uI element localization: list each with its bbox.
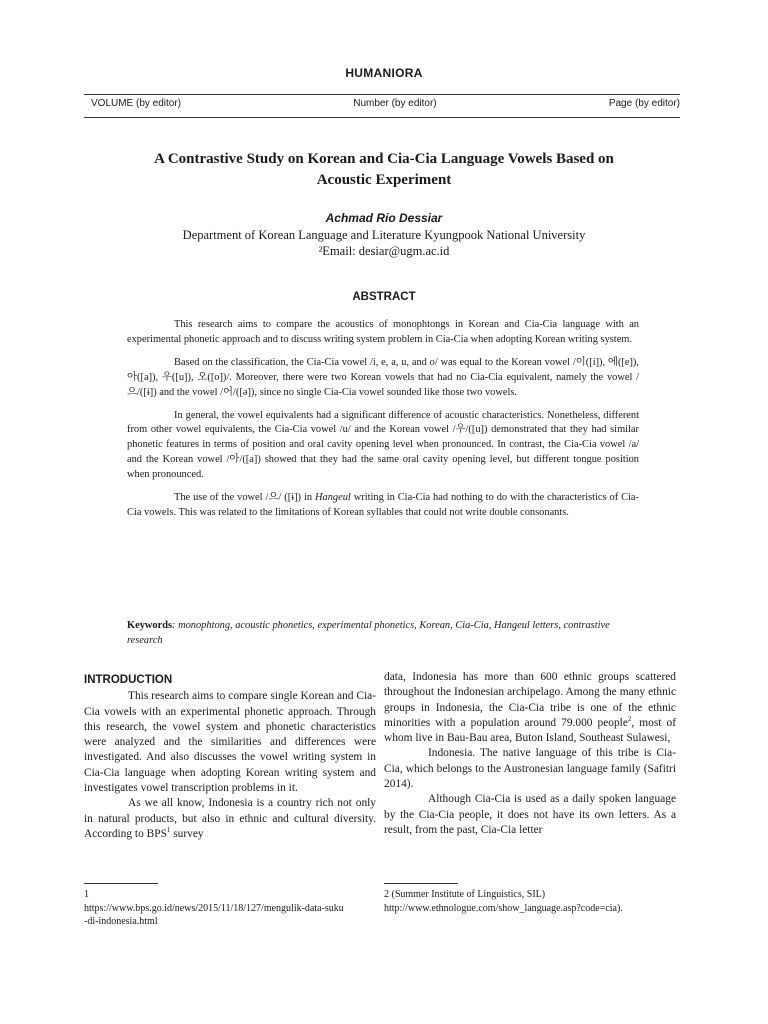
- volume-label: VOLUME (by editor): [91, 98, 182, 109]
- body-paragraph: Although Cia-Cia is used as a daily spoken language by the Cia-Cia people, it does not have its own letters. As a result, from the past, Cia-Cia letter: [384, 793, 676, 836]
- body-text: , most of whom live in Bau-Bau area, Buton Island, Southeast Sulawesi,: [384, 716, 676, 745]
- body-paragraph: This research aims to compare single Korean and Cia-Cia vowels with an experimental phonetic approach. Through this research, the vowel system and phonetic characteristics were analyzed and the similarities and differences were investigated. And also discusses the vowel writing system in Cia-Cia language when adopting Korean writing system and investigates vowel transcription problems in it.: [84, 690, 376, 795]
- keywords: [127, 618, 639, 648]
- footnote-2-text: 2 (Summer Institute of Linguistics, SIL): [384, 889, 546, 900]
- title-line-1: A Contrastive Study on Korean and Cia-Cia Language Vowels Based on: [154, 151, 614, 167]
- footnote-2: [384, 888, 684, 915]
- paper-title: [84, 149, 684, 191]
- keywords-label: Keywords: [127, 620, 173, 631]
- number-label: Number (by editor): [353, 98, 437, 109]
- header-rule-top: [84, 94, 680, 95]
- author-email: ²Email: desiar@ugm.ac.id: [318, 244, 450, 258]
- keywords-text: : monophtong, acoustic phonetics, experimental phonetics, Korean, Cia-Cia, Hangeul letters, contrastive research: [127, 620, 610, 646]
- body-text: survey: [170, 827, 204, 840]
- header-rule-bottom: [84, 117, 680, 118]
- introduction-heading: INTRODUCTION: [84, 674, 173, 686]
- body-text: data, Indonesia has more than 600 ethnic groups scattered throughout the Indonesian archipelago. Among the many ethnic groups in Indonesia, the Cia-Cia tribe is one of the ethnic minorities with a population around 79.000 people: [384, 671, 676, 729]
- body-text: As we all know, Indonesia is a country rich not only in natural products, but also in ethnic and cultural diversity. According to BPS: [84, 797, 376, 840]
- footnote-1-number: 1: [84, 889, 89, 900]
- title-line-2: Acoustic Experiment: [316, 172, 452, 188]
- page-label: Page (by editor): [608, 98, 680, 109]
- footnote-1-link[interactable]: https://www.bps.go.id/news/2015/11/18/127/mengulik-data-suku-di-indonesia.html: [84, 902, 344, 927]
- abstract-paragraph: In general, the vowel equivalents had a significant difference of acoustic characteristics. Nonetheless, different from other vowel equivalents, the Cia-Cia vowel /u/ and the Korean vowel /우/([u]) demonstrated that they had similar phonetic features in terms of position and oral cavity opening level when pronounced. In contrast, the Cia-Cia vowel /a/ and the Korean vowel /아/([a]) showed that they had the same oral cavity opening level, but different tongue position when pronounced.: [127, 409, 639, 481]
- abstract-paragraph: Based on the classification, the Cia-Cia vowel /i, e, a, u, and o/ was equal to the Korean vowel /이([i]), 에([e]), 아([a]), 우([u]), 오([o])/. Moreover, there were two Korean vowels that had no Cia-Cia equivalent, namely the vowel /으/([ɨ]) and the vowel /어/([ə]), since no single Cia-Cia vowel sounded like those two vowels.: [127, 356, 639, 398]
- footnote-ref-2[interactable]: 2: [627, 715, 632, 724]
- abstract-paragraph: [127, 491, 639, 521]
- abstract-p4-end: writing in Cia-Cia had nothing to do with the characteristics of Cia-Cia vowels. This was related to the limitations of Korean syllables that could not write double consonants.: [127, 492, 639, 518]
- abstract-p4-start: The use of the vowel /으/ ([ɨ]) in: [174, 492, 315, 504]
- abstract-paragraph: This research aims to compare the acoustics of monophtongs in Korean and Cia-Cia language with an experimental phonetic approach and to discuss writing system problem in Cia-Cia when adopting Korean writing system.: [127, 319, 639, 345]
- footnote-2-link[interactable]: http://www.ethnologue.com/show_language.asp?code=cia).: [384, 902, 623, 914]
- footnote-1: [84, 888, 344, 929]
- journal-name: HUMANIORA: [345, 66, 423, 80]
- footnote-rule-left: [84, 883, 158, 884]
- footnote-ref-1[interactable]: 1: [166, 826, 171, 835]
- author-affiliation: Department of Korean Language and Literature Kyungpook National University: [182, 228, 586, 242]
- body-paragraph: [384, 670, 676, 746]
- abstract-heading: ABSTRACT: [352, 291, 416, 303]
- author-name: Achmad Rio Dessiar: [325, 211, 443, 225]
- body-paragraph: Indonesia. The native language of this tribe is Cia-Cia, which belongs to the Austronesian language family (Safitri 2014).: [384, 747, 676, 791]
- body-paragraph: [84, 796, 376, 842]
- footnote-rule-right: [384, 883, 458, 884]
- right-column: [384, 670, 676, 838]
- abstract-body: [127, 318, 639, 529]
- left-column: [84, 673, 376, 842]
- abstract-p4-italic: Hangeul: [315, 492, 351, 504]
- issue-info-row: [91, 98, 680, 109]
